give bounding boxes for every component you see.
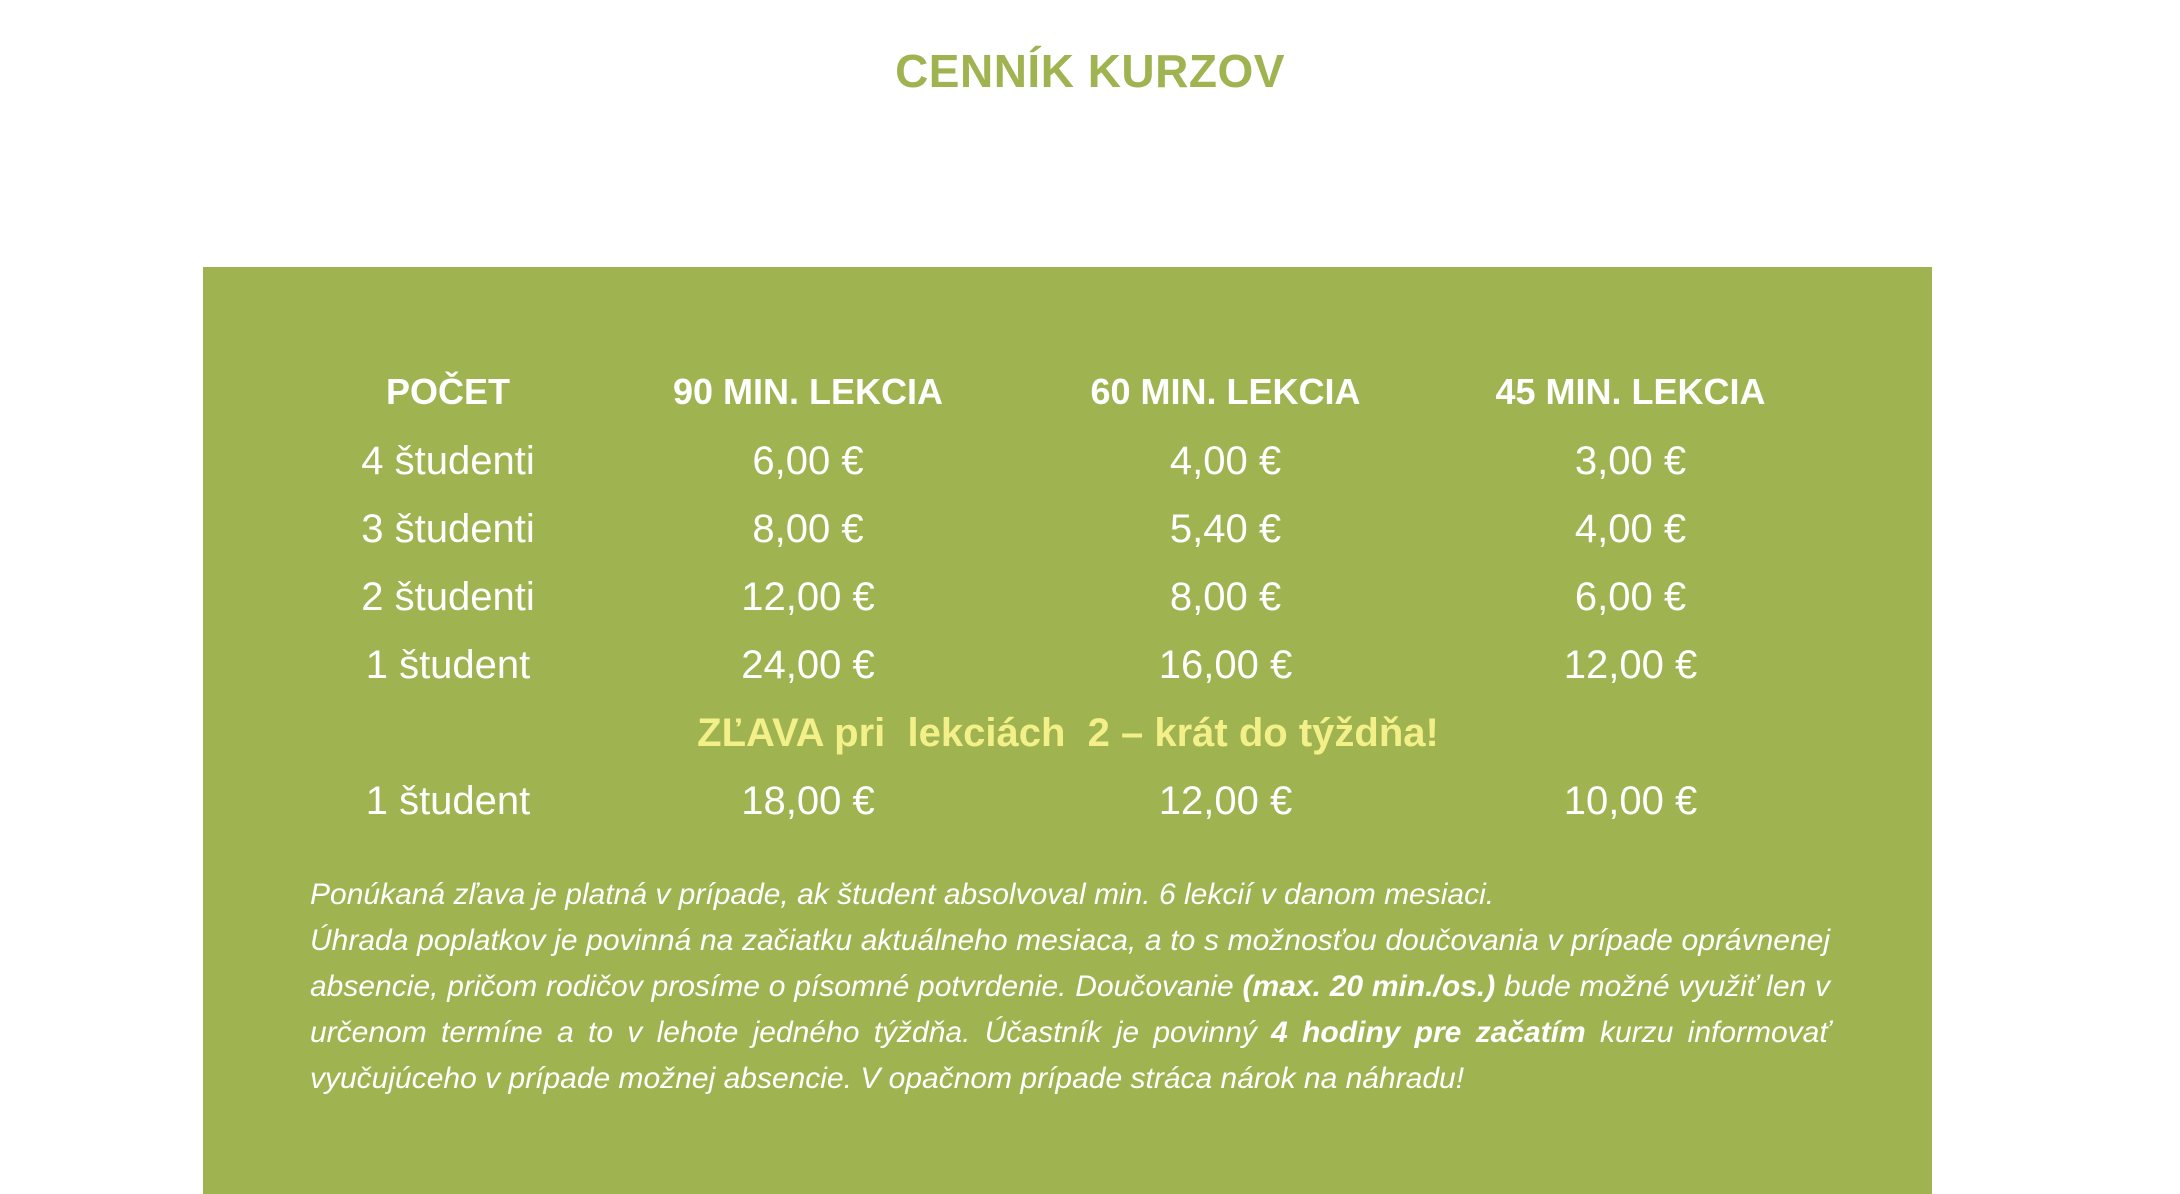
- discount-title-row: [303, 699, 1833, 767]
- page-title: CENNÍK KURZOV: [895, 45, 1285, 97]
- price-45: 12,00 €: [1563, 642, 1698, 687]
- price-60: 12,00 €: [1158, 778, 1293, 823]
- student-count: 1 študent: [365, 778, 531, 823]
- discount-note: Ponúkaná zľava je platná v prípade, ak študent absolvoval min. 6 lekcií v danom mesiaci.: [310, 878, 1495, 911]
- price-panel: [203, 267, 1932, 1194]
- price-90: 6,00 €: [752, 438, 864, 483]
- student-count: 4 študenti: [361, 438, 535, 483]
- notes: [310, 872, 1830, 1102]
- table-row: [303, 563, 1833, 631]
- table-row: [303, 631, 1833, 699]
- header-count: POČET: [385, 371, 510, 412]
- payment-note-bold: (max. 20 min./os.): [1242, 970, 1496, 1003]
- price-60: 5,40 €: [1169, 506, 1282, 551]
- price-45: 10,00 €: [1563, 778, 1698, 823]
- price-60: 4,00 €: [1169, 438, 1282, 483]
- price-table: [303, 357, 1833, 835]
- payment-note-text: Úhrada poplatkov je povinná na začiatku aktuálneho mesiaca, a to s možnosťou doučovania v prípade oprávnenej absencie, pričom rodičov prosíme o písomné potvrdenie. Doučovanie: [310, 924, 1830, 1003]
- price-90: 18,00 €: [741, 778, 875, 823]
- table-row: [303, 495, 1833, 563]
- price-60: 8,00 €: [1169, 574, 1282, 619]
- price-60: 16,00 €: [1158, 642, 1293, 687]
- price-90: 24,00 €: [741, 642, 875, 687]
- price-45: 3,00 €: [1574, 438, 1687, 483]
- table-row: [303, 427, 1833, 495]
- payment-note-text: bude možné využiť len v určenom termíne a to v lehote jedného týždňa. Účastník je povinný: [310, 970, 1830, 1049]
- payment-note-text: kurzu informovať vyučujúceho v prípade možnej absencie. V opačnom prípade stráca nárok na náhradu!: [310, 1016, 1830, 1095]
- payment-note: [310, 918, 1830, 1102]
- discount-title: ZĽAVA pri lekciách 2 – krát do týždňa!: [697, 710, 1439, 755]
- student-count: 3 študenti: [361, 506, 535, 551]
- header-45-min: 45 MIN. LEKCIA: [1495, 371, 1766, 412]
- price-90: 12,00 €: [741, 574, 875, 619]
- student-count: 2 študenti: [361, 574, 535, 619]
- price-90: 8,00 €: [752, 506, 864, 551]
- header-90-min: 90 MIN. LEKCIA: [672, 371, 944, 412]
- table-header-row: [303, 357, 1833, 427]
- price-45: 6,00 €: [1574, 574, 1687, 619]
- header-60-min: 60 MIN. LEKCIA: [1090, 371, 1361, 412]
- table-row-discount: [303, 767, 1833, 835]
- student-count: 1 študent: [365, 642, 531, 687]
- payment-note-bold: 4 hodiny pre začatím: [1271, 1016, 1586, 1049]
- price-45: 4,00 €: [1574, 506, 1687, 551]
